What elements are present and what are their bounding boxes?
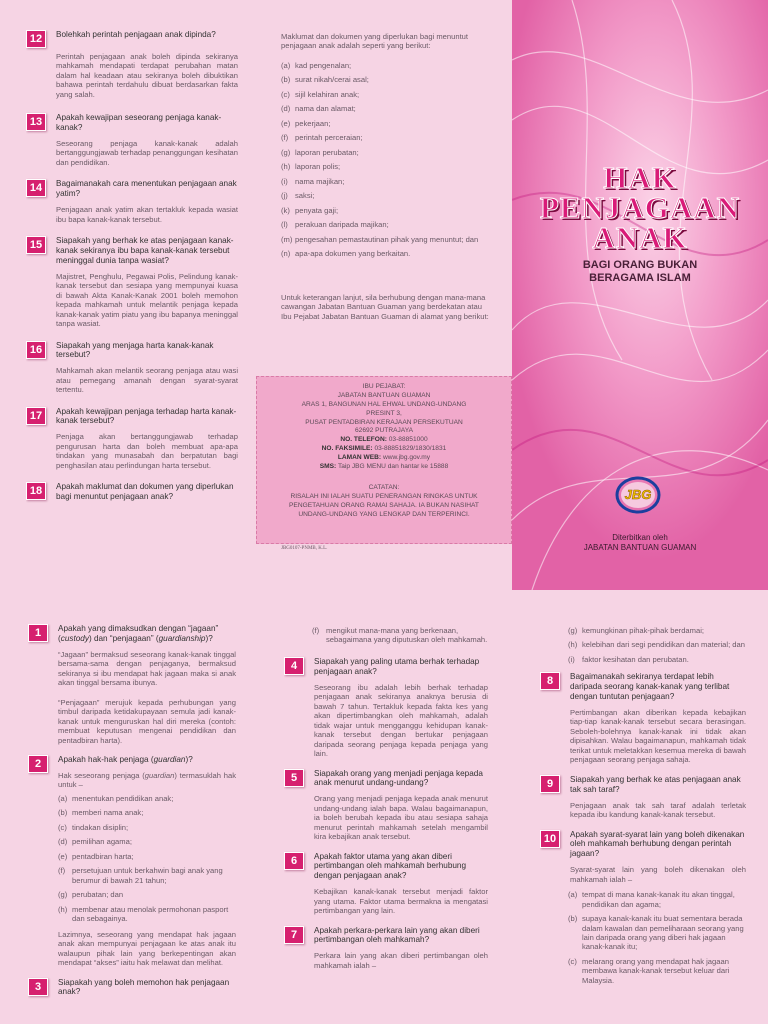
list-item-text: memberi nama anak;	[72, 808, 144, 818]
faq-item-10	[540, 830, 746, 986]
question-text: Siapakah orang yang menjadi penjaga kepada anak menurut undang-undang?	[314, 768, 483, 788]
contact-text: Untuk keterangan lanjut, sila berhubung dengan mana-mana cawangan Jabatan Bantuan Guaman yang berdekatan atau Ibu Pejabat Jabatan Bantuan Guaman di alamat yang berikut:	[281, 292, 489, 321]
list-item-label: (g)	[58, 890, 68, 900]
panel-bottom-right	[540, 624, 746, 1024]
list-item-label: (g)	[568, 626, 578, 635]
list-item	[568, 626, 746, 635]
faq-item-3	[28, 978, 236, 998]
list-item-text: kelebihan dari segi pendidikan dan material; dan	[582, 640, 745, 650]
list-item-label: (b)	[568, 914, 578, 924]
question-number: 4	[284, 657, 304, 675]
list-item	[568, 914, 746, 952]
question-text: Siapakah yang menjaga harta kanak-kanak tersebut?	[56, 340, 214, 360]
list-item	[281, 119, 491, 128]
question-text: Bagaimanakah cara menentukan penjagaan anak yatim?	[56, 179, 237, 199]
faq-item-15	[26, 236, 238, 328]
question-number: 7	[284, 926, 304, 944]
list-item-text: perakuan daripada majikan;	[295, 220, 389, 230]
faq-item-8	[540, 672, 746, 764]
list-item-text: tindakan disiplin;	[72, 822, 129, 832]
list-item-label: (c)	[58, 822, 67, 832]
list-item	[568, 655, 746, 664]
cover-subtitle-line-2: BERAGAMA ISLAM	[589, 272, 691, 284]
list-item-label: (f)	[58, 866, 66, 876]
list-item: (f) mengikut mana-mana yang berkenaan, sebagaimana yang diputuskan oleh mahkamah.	[312, 626, 488, 645]
list-item	[58, 823, 236, 832]
list-item-text: pengesahan pemastautinan pihak yang menuntut; dan	[295, 234, 479, 244]
list-item	[58, 905, 236, 924]
list-item-text: penyata gaji;	[295, 205, 339, 215]
answer-text: Kebajikan kanak-kanak tersebut menjadi faktor yang utama. Faktor utama bermakna ia mengatasi pertimbangan yang lain.	[314, 887, 488, 916]
answer-text: Perintah penjagaan anak boleh dipinda sekiranya mahkamah mendapati terdapat perubahan matan dalam hal keadaan atau sekiranya boleh dibuktikan bahawa perintah terdahulu dibuat berdasarkan fakta yang salah.	[56, 51, 238, 99]
list-item-label: (g)	[281, 147, 291, 157]
question-number: 8	[540, 672, 560, 690]
list-item-text: pemilihan agama;	[72, 837, 132, 847]
faq-item-1: 1 Apakah yang dimaksudkan dengan “jagaan” (custody) dan “penjagaan” (guardianship)? “Jagaan” bermaksud seseorang kanak-kanak tinggal bersama-sama dengan penjaganya, bermaksud sekiranya si ibu mendapat hak jagaan maka si anak akan tinggal bersama ibunya. “Penjagaan” merujuk kepada perhubungan yang timbul daripada ketidakupayaan semula jadi kanak-kanak untuk menguruskan hal diri mereka (contoh: membuat keputusan mengenai pendidikan dan pentadbiran harta).	[28, 624, 236, 745]
answer-text: Seseorang penjaga kanak-kanak adalah bertanggungjawab terhadap penanggungan kesihatan dan pendidikan.	[56, 138, 238, 167]
conditions-list	[568, 890, 746, 985]
hq-website: LAMAN WEB: www.jbg.gov.my	[337, 454, 431, 462]
documents-list	[281, 61, 491, 259]
hq-line-5: 62692 PUTRAJAYA	[354, 427, 414, 435]
list-item	[281, 61, 491, 70]
list-item	[281, 133, 491, 142]
list-item	[281, 249, 491, 258]
list-item-label: (l)	[281, 220, 288, 230]
question-number: 17	[26, 407, 46, 425]
list-item	[281, 148, 491, 157]
list-item	[281, 235, 491, 244]
list-item	[281, 75, 491, 84]
list-item	[58, 808, 236, 817]
list-item-text: kemungkinan pihak-pihak berdamai;	[582, 626, 704, 635]
answer-text: Perkara lain yang akan diberi pertimbangan oleh mahkamah ialah –	[314, 951, 488, 970]
list-item-text: pekerjaan;	[295, 118, 331, 128]
list-item-label: (a)	[58, 793, 68, 803]
list-item-text: tempat di mana kanak-kanak itu akan tinggal, pendidikan dan agama;	[582, 890, 735, 909]
question-number: 2	[28, 755, 48, 773]
question-number: 16	[26, 341, 46, 359]
hq-line-2: ARAS 1, BANGUNAN HAL EHWAL UNDANG-UNDANG	[301, 400, 467, 408]
list-item-label: (c)	[568, 956, 577, 966]
note-text: RISALAH INI IALAH SUATU PENERANGAN RINGKAS UNTUK PENGETAHUAN ORANG RAMAI SAHAJA. IA BUKAN NASIHAT UNDANG-UNDANG YANG LENGKAP DAN TERPERINCI.	[289, 492, 479, 518]
panel-top-middle	[281, 32, 491, 372]
list-item-text: apa-apa dokumen yang berkaitan.	[295, 249, 411, 259]
list-item	[58, 890, 236, 899]
list-item-text: perintah perceraian;	[295, 133, 363, 143]
question-number: 5	[284, 769, 304, 787]
question-number: 12	[26, 30, 46, 48]
answer-text: Majistret, Penghulu, Pegawai Polis, Pelindung kanak-kanak tersebut dan sesiapa yang mempunyai kuasa di bawah Akta Kanak-Kanak 2001 boleh memohon kepada mahkamah untuk melantik penjaga kepada kanak-kanak yatim piatu yang ibu bapanya meninggal tanpa wasiat.	[56, 271, 238, 329]
jbg-logo-text: JBG	[624, 487, 652, 502]
list-item	[281, 177, 491, 186]
list-item-text: melarang orang yang mendapat hak jagaan membawa kanak-kanak tersebut keluar dari Malaysia.	[582, 956, 730, 985]
publisher-line-1: Diterbitkan oleh	[612, 533, 668, 542]
faq-item-18	[26, 482, 238, 502]
list-item-text: pentadbiran harta;	[72, 851, 134, 861]
question-text: Apakah faktor utama yang akan diberi pertimbangan oleh mahkamah berhubung dengan penjagaan anak?	[314, 851, 467, 881]
head-office-box	[256, 376, 512, 544]
answer-text: Syarat-syarat lain yang boleh dikenakan oleh mahkamah ialah –	[570, 865, 746, 884]
question-number: 6	[284, 852, 304, 870]
list-item-label: (j)	[281, 191, 288, 201]
list-item-label: (h)	[58, 904, 68, 914]
answer-text: Hak seseorang penjaga (guardian) termasuklah hak untuk –	[58, 770, 236, 790]
list-item-label: (b)	[281, 75, 291, 85]
list-item-text: faktor kesihatan dan perubatan.	[582, 654, 689, 664]
list-item-text: surat nikah/cerai asal;	[295, 75, 369, 85]
hq-telephone: NO. TELEFON: 03-88851000	[340, 436, 428, 444]
question-number: 14	[26, 179, 46, 197]
list-item	[58, 837, 236, 846]
hq-fax: NO. FAKSIMILE: 03-88851829/1830/1831	[321, 445, 447, 453]
list-item-label: (a)	[281, 60, 291, 70]
question-text: Apakah perkara-perkara lain yang akan diberi pertimbangan oleh mahkamah?	[314, 925, 480, 945]
faq-item-5	[284, 769, 488, 842]
question-text: Apakah kewajipan penjaga terhadap harta kanak-kanak tersebut?	[56, 406, 237, 426]
list-item-label: (h)	[281, 162, 291, 172]
list-item-label: (e)	[58, 851, 68, 861]
cover-title-line-2: PENJAGAAN	[539, 190, 741, 225]
question-number: 3	[28, 978, 48, 996]
cover-title-line-1: HAK	[603, 160, 677, 195]
question-number: 13	[26, 113, 46, 131]
question-text: Bolehkah perintah penjagaan anak dipinda?	[56, 30, 216, 39]
list-item	[281, 191, 491, 200]
list-item-label: (h)	[568, 640, 578, 650]
cover-subtitle-line-1: BAGI ORANG BUKAN	[582, 259, 698, 271]
question-text: Siapakah yang boleh memohon hak penjagaan anak?	[58, 977, 230, 997]
cover-panel	[512, 0, 768, 590]
hq-line-1: JABATAN BANTUAN GUAMAN	[337, 391, 431, 399]
answer-text: Pertimbangan akan diberikan kepada kebajikan tiap-tiap kanak-kanak tersebut secara berasingan. Seboleh-bolehnya kanak-kanak ini tidak akan dipisahkan. Walau bagaimanapun, mahkamah tidak terikat untuk meletakkan kesemua mereka di bawah penjagaan seorang penjaga sahaja.	[570, 707, 746, 765]
list-item-text: nama majikan;	[295, 176, 345, 186]
answer-text: Penjagaan anak yatim akan tertakluk kepada wasiat ibu bapa kanak-kanak tersebut.	[56, 205, 238, 224]
list-item-text: supaya kanak-kanak itu buat sementara berada dalam kawalan dan pemeliharaan seorang yang lain daripada orang yang diberi hak jagaan kanak-kanak itu;	[582, 914, 744, 952]
question-number: 15	[26, 236, 46, 254]
list-item-text: perubatan; dan	[72, 890, 124, 900]
answer-text: “Jagaan” bermaksud seseorang kanak-kanak tinggal bersama-sama dengan penjaganya, bermaksud sekiranya si ibu mendapat hak jagaan maka si anak akan tinggal bersama ibunya.	[58, 649, 236, 688]
hq-sms: SMS: Taip JBG MENU dan hantar ke 15888	[319, 463, 449, 471]
faq-item-12	[26, 30, 238, 99]
list-item	[568, 640, 746, 649]
list-item-label: (k)	[281, 205, 290, 215]
publisher-line-2: JABATAN BANTUAN GUAMAN	[583, 543, 697, 552]
faq-item-16	[26, 341, 238, 395]
list-item-label: (d)	[281, 104, 291, 114]
question-text: Siapakah yang berhak ke atas penjagaan anak tak sah taraf?	[570, 774, 741, 794]
list-item-label: (e)	[281, 118, 291, 128]
list-item-label: (i)	[281, 176, 288, 186]
answer-text: Seseorang ibu adalah lebih berhak terhadap penjagaan anak sekiranya anaknya berusia di bawah 7 tahun. Tertakluk kepada fakta kes yang akan dipertimbangkan oleh mahkamah, adalah tidak wajar untuk mengganggu kehidupan kanak-kanak tersebut dengan bertukar penjagaan daripada seorang penjaga kepada penjaga yang lain.	[314, 682, 488, 759]
faq-item-14	[26, 179, 238, 224]
documents-intro: Maklumat dan dokumen yang diperlukan bagi menuntut penjagaan anak adalah seperti yang berikut:	[281, 32, 469, 51]
faq-item-17	[26, 407, 238, 471]
list-item	[568, 957, 746, 985]
list-item	[58, 794, 236, 803]
print-code: JBG0107-PNMB, K.L.	[281, 546, 328, 551]
question-number: 18	[26, 482, 46, 500]
cover-title-line-3: ANAK	[592, 220, 688, 255]
question-number: 1	[28, 624, 48, 642]
question-text: Apakah maklumat dan dokumen yang diperlukan bagi menuntut penjagaan anak?	[56, 482, 234, 502]
considerations-list-end	[568, 626, 746, 664]
list-item	[281, 90, 491, 99]
question-text: Bagaimanakah sekiranya terdapat lebih daripada seorang kanak-kanak yang terlibat dengan tuntutan penjagaan?	[570, 672, 730, 702]
list-item-text: membenar atau menolak permohonan pasport dan sebagainya.	[72, 904, 229, 924]
list-item-text: nama dan alamat;	[295, 104, 356, 114]
list-item-label: (b)	[58, 808, 68, 818]
hq-line-3: PRESINT 3,	[366, 409, 402, 417]
question-text: Apakah syarat-syarat lain yang boleh dikenakan oleh mahkamah berhubung dengan perintah jagaan?	[570, 829, 745, 859]
faq-item-13	[26, 113, 238, 167]
list-item	[58, 866, 236, 885]
page-divider	[0, 590, 768, 608]
list-item-text: laporan polis;	[295, 162, 341, 172]
question-text: Apakah kewajipan seseorang penjaga kanak-kanak?	[56, 113, 222, 133]
list-item	[281, 220, 491, 229]
list-item	[58, 852, 236, 861]
list-item	[281, 206, 491, 215]
list-item	[568, 890, 746, 909]
guardian-rights-list	[58, 794, 236, 924]
answer-text: Penjaga akan bertanggungjawab terhadap pengurusan harta dan boleh membuat apa-apa tindakan yang munasabah dan berpatutan bagi penghasilan atau perlindungan harta tersebut.	[56, 432, 238, 470]
list-item-text: menentukan pendidikan anak;	[72, 793, 174, 803]
answer-text: Mahkamah akan melantik seorang penjaga atau wasi atau pemegang amanah dengan syarat-syarat tertentu.	[56, 366, 238, 395]
list-item	[281, 104, 491, 113]
question-text: Siapakah yang paling utama berhak terhadap penjagaan anak?	[314, 656, 480, 676]
list-item-text: kad pengenalan;	[295, 60, 352, 70]
hq-line-4: PUSAT PENTADBIRAN KERAJAAN PERSEKUTUAN	[305, 418, 463, 426]
panel-top-left	[26, 30, 238, 590]
website-link[interactable]: www.jbg.gov.my	[382, 454, 431, 462]
note-heading: CATATAN:	[368, 483, 400, 491]
list-item	[281, 162, 491, 171]
question-number: 9	[540, 775, 560, 793]
list-item-label: (a)	[568, 890, 578, 900]
panel-bottom-left	[28, 624, 236, 1024]
answer-text: “Penjagaan” merujuk kepada perhubungan yang timbul daripada ketidakupayaan semula jadi kanak-kanak untuk menguruskan hal diri mereka (contoh: membuat keputusan mengenai pendidikan dan pentadbiran harta).	[58, 697, 236, 745]
list-item-label: (f)	[281, 133, 289, 143]
list-item-label: (c)	[281, 89, 290, 99]
list-item-label: (n)	[281, 249, 291, 259]
list-item-text: persetujuan untuk berkahwin bagi anak yang berumur di bawah 21 tahun;	[72, 866, 223, 885]
hq-heading: IBU PEJABAT:	[362, 383, 406, 390]
jbg-logo	[615, 476, 661, 514]
question-text: Siapakah yang berhak ke atas penjagaan kanak-kanak sekiranya ibu bapa kanak-kanak tersebut meninggal dunia tanpa wasiat?	[56, 236, 234, 265]
panel-bottom-middle	[284, 624, 488, 1024]
faq-item-9	[540, 775, 746, 820]
answer-text: Lazimnya, seseorang yang mendapat hak jagaan anak akan mempunyai penjagaan ke atas anak itu walaupun pihak lain yang berkepentingan akan mendapat “akses” iaitu hak melawat dan melihat.	[58, 929, 236, 968]
faq-item-4	[284, 657, 488, 759]
question-number: 10	[540, 830, 560, 848]
list-item-label: (d)	[58, 837, 68, 847]
list-item-text: laporan perubatan;	[295, 147, 359, 157]
answer-text: Penjagaan anak tak sah taraf adalah terletak kepada ibu kandung kanak-kanak tersebut.	[570, 800, 746, 820]
list-item-text: sijil kelahiran anak;	[295, 89, 360, 99]
list-item-label: (i)	[568, 654, 575, 664]
answer-text: Orang yang menjadi penjaga kepada anak menurut undang-undang ialah bapa. Walau bagaimanapun, ia boleh berubah kepada ibu atau sesiapa sahaja menurut perintah mahkamah setelah mengambil kira kebajikan anak tersebut.	[314, 794, 488, 842]
faq-item-2: 2 Apakah hak-hak penjaga (guardian)? Hak seseorang penjaga (guardian) termasuklah hak untuk – (a) menentukan pendidikan anak; (b) memberi nama anak; (c) tindakan disiplin; (d) pemilihan agama; (e) pentadbiran harta; (f) persetujuan untuk berkahwin bagi anak yang berumur di bawah 21 tahun; (g) perubatan; dan (h) membenar atau menolak permohonan pasport dan sebagainya. Lazimnya, seseorang yang mendapat hak jagaan anak akan mempunyai penjagaan ke atas anak itu walaupun pihak lain yang berkepentingan akan mendapat “akses” iaitu hak melawat dan melihat.	[28, 755, 236, 968]
considerations-list-cont	[312, 626, 488, 645]
list-item-label: (m)	[281, 234, 293, 244]
faq-item-6	[284, 852, 488, 916]
faq-item-7	[284, 926, 488, 971]
list-item-text: saksi;	[295, 191, 315, 201]
